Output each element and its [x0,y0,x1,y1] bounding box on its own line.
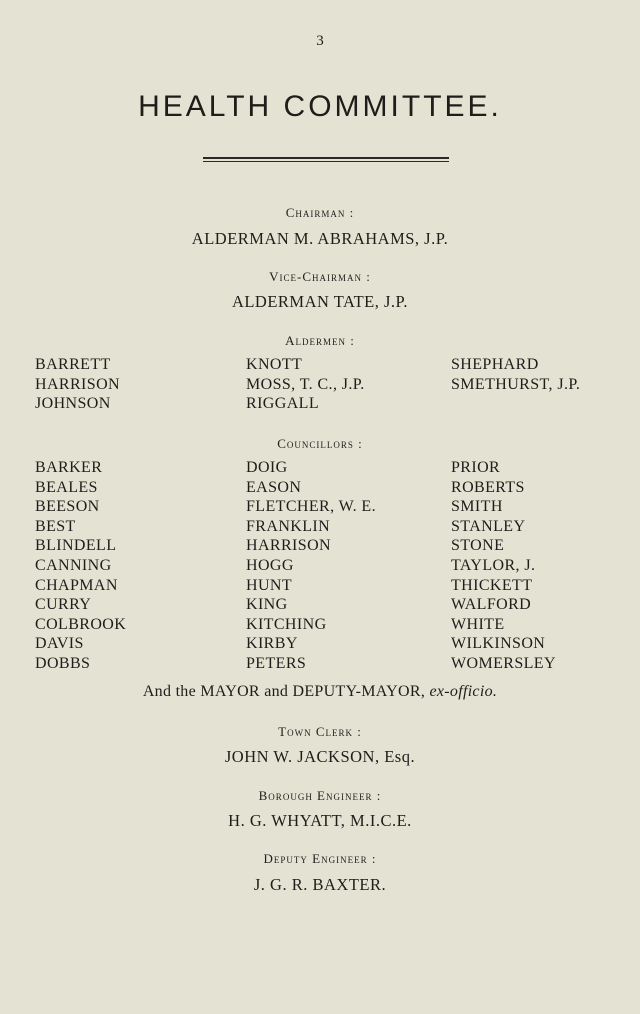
member-name: SHEPHARD [451,356,539,373]
member-name: HARRISON [35,375,120,393]
member-name: BLINDELL [35,537,117,555]
member-name: KITCHING [246,615,327,633]
councillors-column-3 [451,458,556,674]
member-name: FRANKLIN [246,517,331,535]
member-name: RIGGALL [246,395,320,413]
ex-officio-note [0,683,640,701]
member-name: WHITE [451,615,505,633]
member-name: MOSS, T. C., J.P. [246,375,365,393]
aldermen-column-1 [35,355,120,414]
councillors-column-2 [246,458,376,674]
member-name: ROBERTS [451,478,525,496]
member-name: THICKETT [451,576,533,594]
councillors-column-1 [35,458,126,674]
member-name: PETERS [246,654,307,672]
member-name: CANNING [35,556,112,574]
member-name: BARKER [35,459,103,476]
title-rule [203,157,449,162]
member-name: KING [246,596,288,614]
member-name: DOIG [246,459,288,476]
page-number: 3 [316,33,324,49]
member-name: EASON [246,478,302,496]
member-name: HUNT [246,576,293,594]
member-name: BEALES [35,478,98,496]
deputy-engineer-label: Deputy Engineer : [263,851,377,866]
member-name: DOBBS [35,654,91,672]
member-name: PRIOR [451,459,501,476]
vice-chairman-name: ALDERMAN TATE, J.P. [231,292,409,311]
borough-engineer-label: Borough Engineer : [258,788,382,803]
vice-chairman-label: Vice-Chairman : [269,269,371,284]
member-name: SMITH [451,498,503,516]
ex-officio-text: And the MAYOR and DEPUTY-MAYOR, [142,683,430,700]
member-name: KNOTT [246,356,303,373]
aldermen-column-3 [451,355,580,394]
aldermen-column-2 [246,355,365,414]
member-name: WALFORD [451,596,532,614]
ex-officio-italic: ex-officio. [429,683,498,700]
member-name: SMETHURST, J.P. [451,375,581,393]
chairman-label: Chairman : [285,205,355,220]
member-name: CURRY [35,596,92,614]
member-name: TAYLOR, J. [451,556,536,574]
member-name: HOGG [246,556,294,574]
deputy-engineer-name: J. G. R. BAXTER. [253,875,387,894]
member-name: CHAPMAN [35,576,118,594]
member-name: KIRBY [246,635,298,653]
chairman-name: ALDERMAN M. ABRAHAMS, J.P. [191,229,449,248]
member-name: STANLEY [451,517,526,535]
member-name: BEST [35,517,76,535]
borough-engineer-name: H. G. WHYATT, M.I.C.E. [228,811,412,830]
page-title: HEALTH COMMITTEE. [138,90,502,123]
member-name: JOHNSON [35,395,111,413]
councillors-label: Councillors : [277,436,363,451]
member-name: DAVIS [35,635,84,653]
member-name: BEESON [35,498,100,516]
member-name: WILKINSON [451,635,546,653]
member-name: COLBROOK [35,615,127,633]
member-name: WOMERSLEY [451,654,556,672]
member-name: BARRETT [35,356,111,373]
member-name: HARRISON [246,537,331,555]
member-name: FLETCHER, W. E. [246,498,377,516]
town-clerk-name: JOHN W. JACKSON, Esq. [224,747,416,766]
aldermen-label: Aldermen : [285,333,355,348]
town-clerk-label: Town Clerk : [278,724,362,739]
member-name: STONE [451,537,505,555]
